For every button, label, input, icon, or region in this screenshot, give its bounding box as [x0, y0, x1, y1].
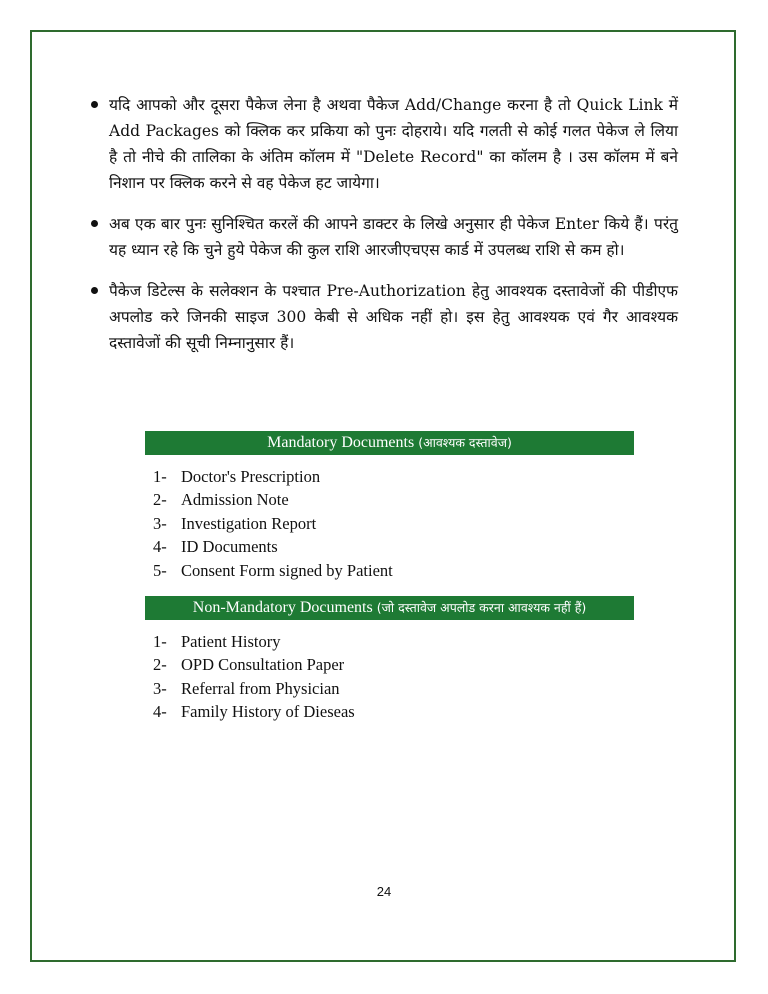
list-item: [153, 677, 355, 700]
list-item: [153, 630, 355, 653]
page-number: 24: [376, 884, 392, 899]
non-mandatory-documents-title: Non-Mandatory Documents: [192, 599, 377, 616]
list-item: [153, 465, 393, 488]
list-item-number: 3-: [153, 678, 167, 698]
list-item: [153, 535, 393, 558]
list-item-text: Investigation Report: [181, 513, 317, 533]
list-item-number: 1-: [153, 467, 167, 486]
mandatory-documents-title: Mandatory Documents: [267, 434, 419, 451]
non-mandatory-documents-title-hindi: (जो दस्तावेज अपलोड करना आवश्यक नहीं हैं): [376, 600, 587, 615]
list-item-text: Family History of Dieseas: [181, 702, 355, 722]
list-item-text: Referral from Physician: [181, 678, 340, 698]
mandatory-documents-list: [153, 465, 393, 582]
list-item-number: 4-: [153, 702, 167, 722]
bullet-item-add-change-package: [88, 92, 678, 196]
bullet-text: अब एक बार पुनः सुनिश्चित करलें की आपने डाक्टर के लिखे अनुसार ही पेकेज Enter किये हैं। परंतु यह ध्यान रहे कि चुने हुये पेकेज की कुल राशि आरजीएचएस कार्ड में उपलब्ध राशि से कम हो।: [109, 215, 678, 259]
list-item-number: 3-: [153, 513, 167, 533]
bullet-item-verify-package: [88, 211, 678, 263]
mandatory-documents-title-hindi: (आवश्यक दस्तावेज): [418, 435, 512, 450]
mandatory-documents-header: [145, 431, 634, 455]
instruction-bullets: [88, 92, 678, 371]
list-item-text: ID Documents: [181, 537, 278, 557]
list-item-number: 2-: [153, 655, 167, 675]
bullet-dot-icon: [91, 101, 98, 108]
bullet-dot-icon: [91, 220, 98, 227]
non-mandatory-documents-list: [153, 630, 355, 724]
list-item-text: Admission Note: [181, 490, 289, 510]
list-item-number: 2-: [153, 490, 167, 510]
non-mandatory-documents-header: [145, 596, 634, 620]
bullet-dot-icon: [91, 287, 98, 294]
list-item-text: Consent Form signed by Patient: [181, 560, 393, 580]
list-item: [153, 653, 355, 676]
bullet-text: यदि आपको और दूसरा पैकेज लेना है अथवा पैकेज Add/Change करना है तो Quick Link में Add Packages को क्लिक कर प्रकिया को पुनः दोहराये। यदि गलती से कोई गलत पेकेज ले लिया है तो नीचे की तालिका के अंतिम कॉलम में "Delete Record" का कॉलम है । उस कॉलम में बने निशान पर क्लिक करने से वह पेकेज हट जायेगा।: [109, 96, 678, 192]
bullet-item-upload-documents: [88, 278, 678, 356]
list-item-number: 5-: [153, 560, 167, 580]
list-item-text: OPD Consultation Paper: [181, 655, 345, 675]
list-item: [153, 512, 393, 535]
list-item: [153, 559, 393, 582]
list-item-text: Doctor's Prescription: [181, 467, 321, 486]
list-item: [153, 488, 393, 511]
list-item-number: 4-: [153, 537, 167, 557]
list-item: [153, 700, 355, 723]
list-item-number: 1-: [153, 632, 167, 651]
bullet-text: पैकेज डिटेल्स के सलेक्शन के पश्चात Pre-Authorization हेतु आवश्यक दस्तावेजों की पीडीएफ अपलोड करे जिनकी साइज 300 केबी से अधिक नहीं हो। इस हेतु आवश्यक एवं गैर आवश्यक दस्तावेजों की सूची निम्नानुसार हैं।: [109, 282, 678, 352]
list-item-text: Patient History: [181, 632, 281, 651]
